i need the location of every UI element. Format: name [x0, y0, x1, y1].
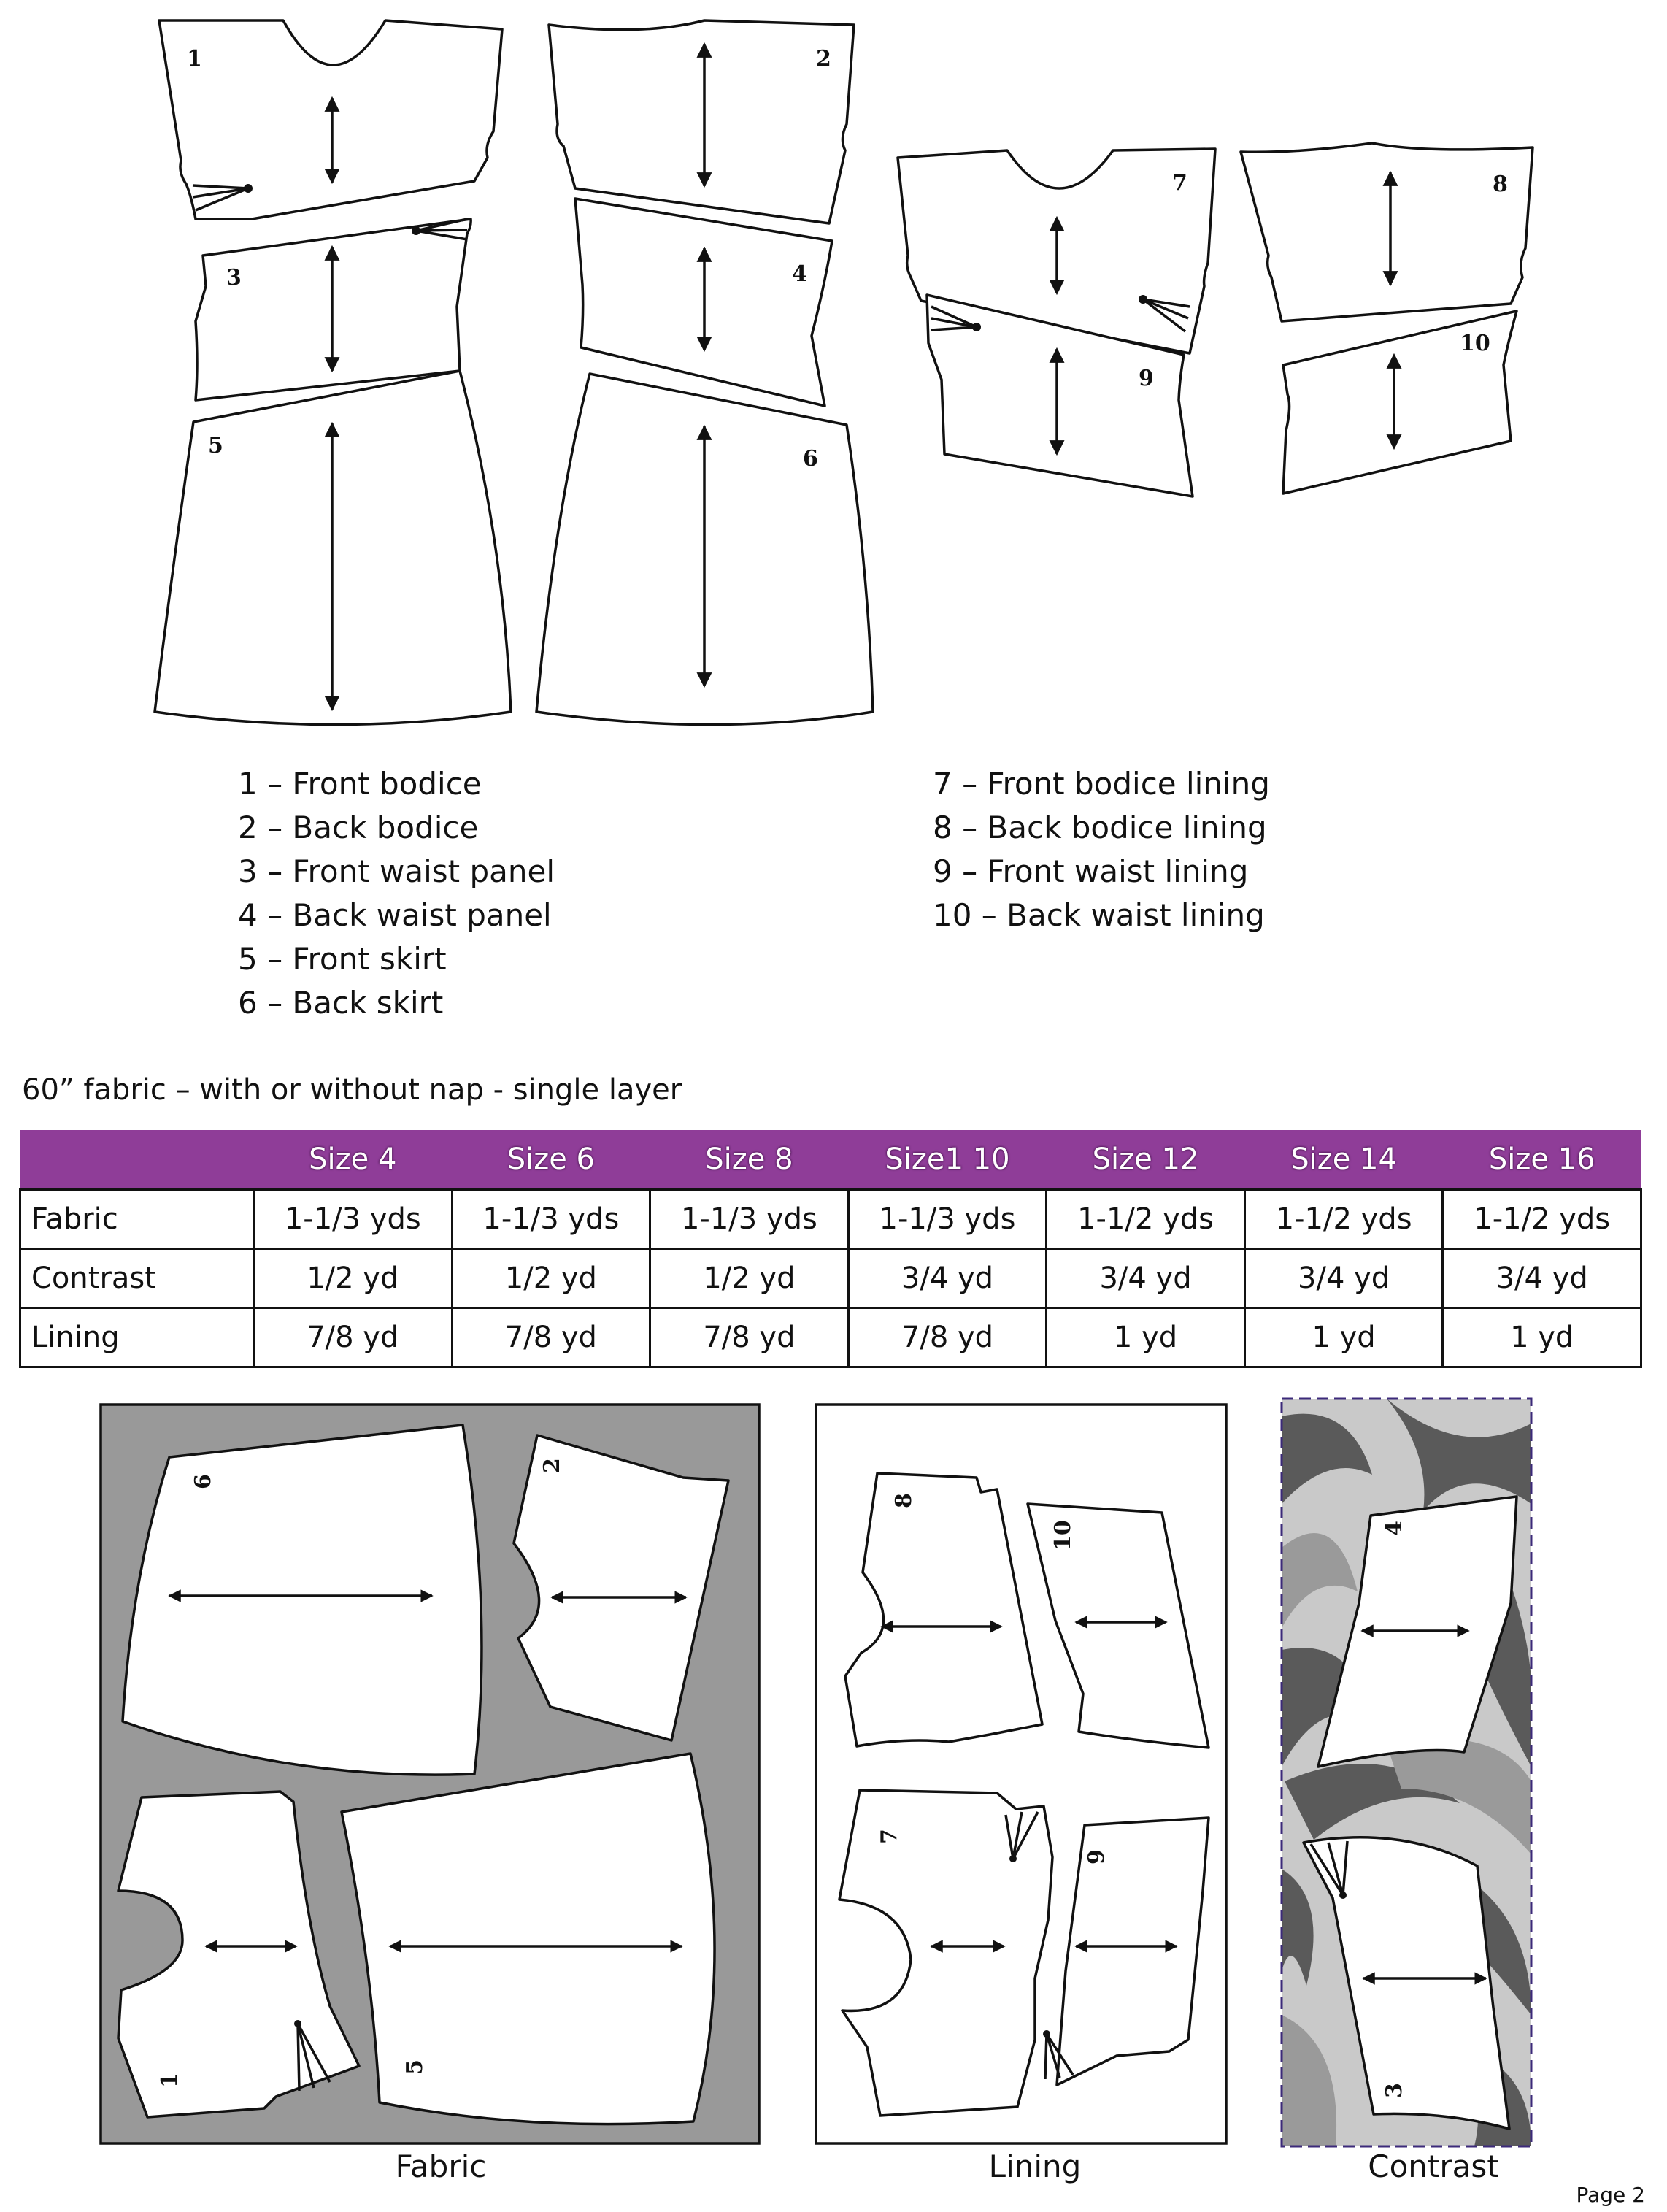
piece-8-back-bodice-lining	[1241, 143, 1533, 321]
table-cell: 7/8 yd	[452, 1308, 650, 1367]
table-cell: 3/4 yd	[1244, 1249, 1443, 1308]
lining-layout	[816, 1405, 1226, 2143]
table-cell: 3/4 yd	[848, 1249, 1047, 1308]
legend-item: 9 – Front waist lining	[933, 853, 1249, 889]
legend-item: 3 – Front waist panel	[238, 853, 555, 889]
piece-5-front-skirt	[155, 371, 511, 725]
legend-item: 6 – Back skirt	[238, 985, 444, 1021]
table-cell: 1-1/3 yds	[254, 1190, 453, 1249]
table-cell: 1-1/2 yds	[1443, 1190, 1641, 1249]
table-cell: 1-1/3 yds	[452, 1190, 650, 1249]
table-cell: 7/8 yd	[848, 1308, 1047, 1367]
fabric-layout	[101, 1405, 759, 2143]
piece-4-back-waist-panel	[575, 199, 832, 406]
table-cell: 1/2 yd	[452, 1249, 650, 1308]
lining-layout-caption: Lining	[988, 2148, 1082, 2184]
layout-piece-8: 8	[891, 1493, 917, 1508]
table-cell: 3/4 yd	[1047, 1249, 1245, 1308]
header-cell: Size 16	[1443, 1130, 1641, 1190]
piece-legend-right	[933, 762, 1270, 937]
header-cell: Size 12	[1047, 1130, 1245, 1190]
layout-piece-7: 7	[877, 1829, 902, 1844]
layout-piece-4: 4	[1382, 1521, 1407, 1536]
piece-number-2: 2	[816, 46, 831, 72]
piece-number-9: 9	[1139, 366, 1154, 391]
yardage-table	[19, 1130, 1642, 1368]
table-cell: 1 yd	[1443, 1308, 1641, 1367]
layout-piece-3: 3	[1382, 2083, 1407, 2098]
table-cell: 1/2 yd	[650, 1249, 849, 1308]
piece-number-5: 5	[208, 433, 223, 458]
table-cell: 1/2 yd	[254, 1249, 453, 1308]
table-cell: 1-1/2 yds	[1047, 1190, 1245, 1249]
piece-3-front-waist-panel	[196, 219, 471, 400]
table-cell: 1-1/3 yds	[650, 1190, 849, 1249]
table-row	[20, 1249, 1641, 1308]
legend-item: 10 – Back waist lining	[933, 897, 1265, 933]
table-cell: 1 yd	[1047, 1308, 1245, 1367]
fabric-requirements-heading: 60” fabric – with or without nap - single layer	[22, 1073, 682, 1107]
legend-item: 5 – Front skirt	[238, 941, 447, 977]
piece-number-4: 4	[792, 261, 807, 287]
piece-10-back-waist-lining	[1283, 311, 1517, 494]
header-cell: Size 6	[452, 1130, 650, 1190]
piece-number-1: 1	[187, 46, 202, 72]
legend-item: 7 – Front bodice lining	[933, 766, 1270, 802]
page-number: Page 2	[1576, 2183, 1645, 2207]
layout-piece-9: 9	[1084, 1849, 1109, 1865]
table-cell: 1-1/3 yds	[848, 1190, 1047, 1249]
piece-number-6: 6	[803, 446, 818, 472]
fabric-layout-caption: Fabric	[395, 2148, 487, 2184]
header-cell	[20, 1130, 254, 1190]
table-cell: 7/8 yd	[650, 1308, 849, 1367]
table-cell: 3/4 yd	[1443, 1249, 1641, 1308]
cutting-layouts	[0, 1387, 1667, 2184]
piece-number-10: 10	[1460, 331, 1490, 356]
contrast-layout-caption: Contrast	[1368, 2148, 1499, 2184]
piece-number-7: 7	[1172, 170, 1187, 196]
row-label: Lining	[20, 1308, 254, 1367]
layout-piece-2: 2	[539, 1458, 565, 1473]
piece-legend-left	[238, 762, 555, 1025]
table-row	[20, 1308, 1641, 1367]
piece-1-front-bodice	[159, 20, 502, 219]
contrast-layout	[1282, 1399, 1531, 2146]
table-cell: 1-1/2 yds	[1244, 1190, 1443, 1249]
layout-piece-5: 5	[402, 2059, 428, 2075]
header-cell: Size 4	[254, 1130, 453, 1190]
table-header-row	[20, 1130, 1641, 1190]
piece-6-back-skirt	[536, 374, 873, 725]
legend-item: 8 – Back bodice lining	[933, 810, 1267, 845]
layout-piece-1: 1	[157, 2073, 182, 2088]
piece-number-8: 8	[1493, 172, 1508, 197]
piece-number-3: 3	[226, 265, 242, 291]
header-cell: Size 14	[1244, 1130, 1443, 1190]
pattern-pieces-diagram	[0, 0, 1667, 759]
layout-piece-10: 10	[1050, 1520, 1076, 1551]
legend-item: 4 – Back waist panel	[238, 897, 552, 933]
header-cell: Size1 10	[848, 1130, 1047, 1190]
table-cell: 1 yd	[1244, 1308, 1443, 1367]
header-cell: Size 8	[650, 1130, 849, 1190]
table-cell: 7/8 yd	[254, 1308, 453, 1367]
legend-item: 2 – Back bodice	[238, 810, 479, 845]
piece-2-back-bodice	[549, 20, 854, 223]
table-row	[20, 1190, 1641, 1249]
row-label: Contrast	[20, 1249, 254, 1308]
legend-item: 1 – Front bodice	[238, 766, 482, 802]
layout-piece-6: 6	[190, 1474, 216, 1489]
row-label: Fabric	[20, 1190, 254, 1249]
